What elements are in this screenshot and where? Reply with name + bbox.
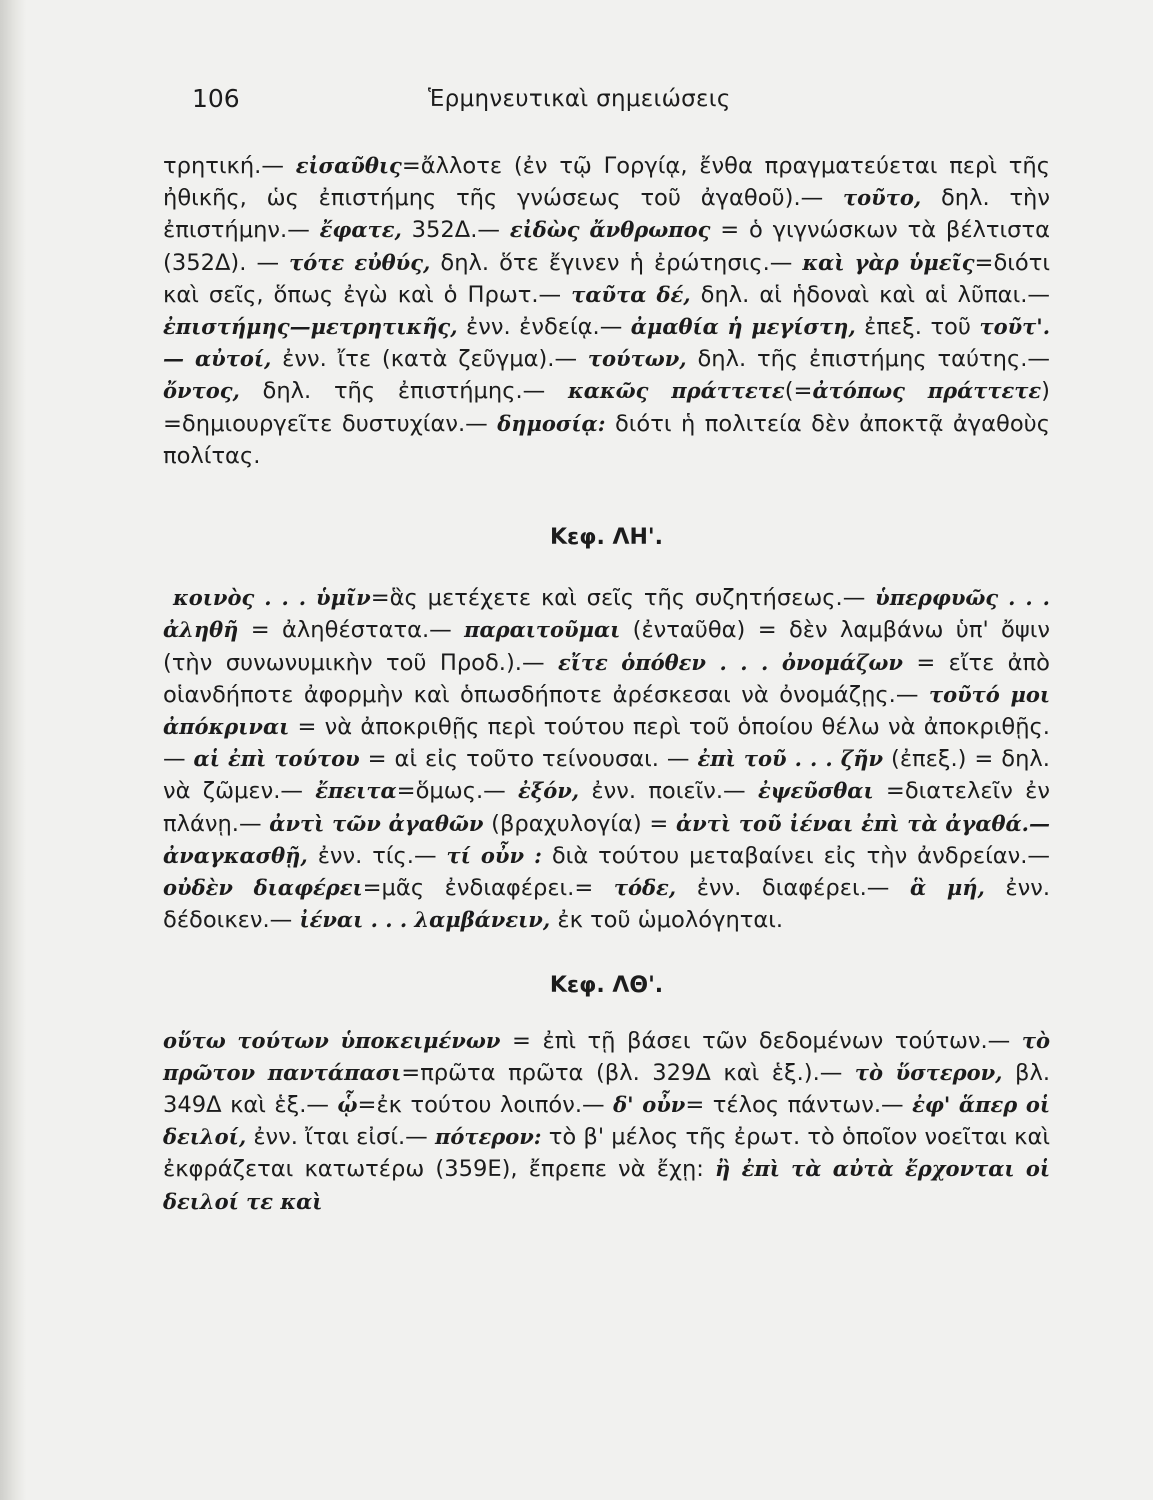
page-header: [192, 84, 1032, 124]
commentary-paragraph-2: κοινὸς . . . ὑμῖν=ἃς μετέχετε καὶ σεῖς τῆς συζητήσεως.— ὑπερφυῶς . . . ἀληθῆ = ἀληθέστατα.— παραιτοῦμαι (ἐνταῦθα) = δὲν λαμβάνω ὑπ' ὄψιν (τὴν συνωνυμικὴν τοῦ Προδ.).— εἴτε ὁπόθεν . . . ὀνομάζων = εἴτε ἀπὸ οἱανδήποτε ἀφορμὴν καὶ ὁπωσδήποτε ἀρέσκεσαι νὰ ὀνομάζῃς.— τοῦτό μοι ἀπόκριναι = νὰ ἀποκριθῇς περὶ τούτου περὶ τοῦ ὁποίου θέλω νὰ ἀποκριθῇς. — αἱ ἐπὶ τούτου = αἱ εἰς τοῦτο τείνουσαι. — ἐπὶ τοῦ . . . ζῆν (ἐπεξ.) = δηλ. νὰ ζῶμεν.— ἔπειτα=ὅμως.— ἐξόν, ἐνν. ποιεῖν.— ἐψεῦσθαι =διατελεῖν ἐν πλάνῃ.— ἀντὶ τῶν ἀγαθῶν (βραχυλογία) = ἀντὶ τοῦ ἰέναι ἐπὶ τὰ ἀγαθά.— ἀναγκασθῇ, ἐνν. τίς.— τί οὖν : διὰ τούτου μεταβαίνει εἰς τὴν ἀνδρείαν.— οὐδὲν διαφέρει=μᾶς ἐνδιαφέρει.= τόδε, ἐνν. διαφέρει.— ἃ μή, ἐνν. δέδοικεν.— ἰέναι . . . λαμβάνειν, ἐκ τοῦ ὡμολόγηται.: [163, 585, 1051, 934]
chapter-heading-38: Κεφ. ΛΗ'.: [549, 525, 664, 551]
page-number: 106: [192, 84, 240, 113]
commentary-paragraph-1: τρητική.— εἰσαῦθις=ἄλλοτε (ἐν τῷ Γοργίᾳ, ἔνθα πραγματεύεται περὶ τῆς ἠθικῆς, ὡς ἐπιστήμης τῆς γνώσεως τοῦ ἀγαθοῦ).— τοῦτο, δηλ. τὴν ἐπιστήμην.— ἔφατε, 352Δ.— εἰδὼς ἄνθρωπος = ὁ γιγνώσκων τὰ βέλτιστα (352Δ). — τότε εὐθύς, δηλ. ὅτε ἔγινεν ἡ ἐρώτησις.— καὶ γὰρ ὑμεῖς=διότι καὶ σεῖς, ὅπως ἐγὼ καὶ ὁ Πρωτ.— ταῦτα δέ, δηλ. αἱ ἡδοναὶ καὶ αἱ λῦπαι.— ἐπιστήμης—μετρητικῆς, ἐνν. ἐνδείᾳ.— ἀμαθία ἡ μεγίστη, ἐπεξ. τοῦ τοῦτ'.— αὐτοί, ἐνν. ἴτε (κατὰ ζεῦγμα).— τούτων, δηλ. τῆς ἐπιστήμης ταύτης.— ὄντος, δηλ. τῆς ἐπιστήμης.— κακῶς πράττετε(=ἀτόπως πράττετε) =δημιουργεῖτε δυστυχίαν.— δημοσίᾳ: διότι ἡ πολιτεία δὲν ἀποκτᾷ ἀγαθοὺς πολίτας.: [163, 153, 1051, 469]
chapter-heading-39: Κεφ. ΛΘ'.: [549, 973, 664, 999]
commentary-paragraph-3: οὕτω τούτων ὑποκειμένων = ἐπὶ τῇ βάσει τῶν δεδομένων τούτων.— τὸ πρῶτον παντάπασι=πρῶτα πρῶτα (βλ. 329Δ καὶ ἑξ.).— τὸ ὕστερον, βλ. 349Δ καὶ ἑξ.— ᾧ=ἐκ τούτου λοιπόν.— δ' οὖν= τέλος πάντων.— ἐφ' ἅπερ οἱ δειλοί, ἐνν. ἴται εἰσί.— πότερον: τὸ β' μέλος τῆς ἐρωτ. τὸ ὁποῖον νοεῖται καὶ ἐκφράζεται κατωτέρω (359Ε), ἔπρεπε νὰ ἔχῃ: ἢ ἐπὶ τὰ αὐτὰ ἔρχονται οἱ δειλοί τε καὶ: [163, 1027, 1050, 1214]
page-edge-shadow: [0, 0, 26, 1500]
body-text: [163, 150, 1050, 1218]
running-title: Ἑρμηνευτικαὶ σημειώσεις: [428, 86, 731, 112]
